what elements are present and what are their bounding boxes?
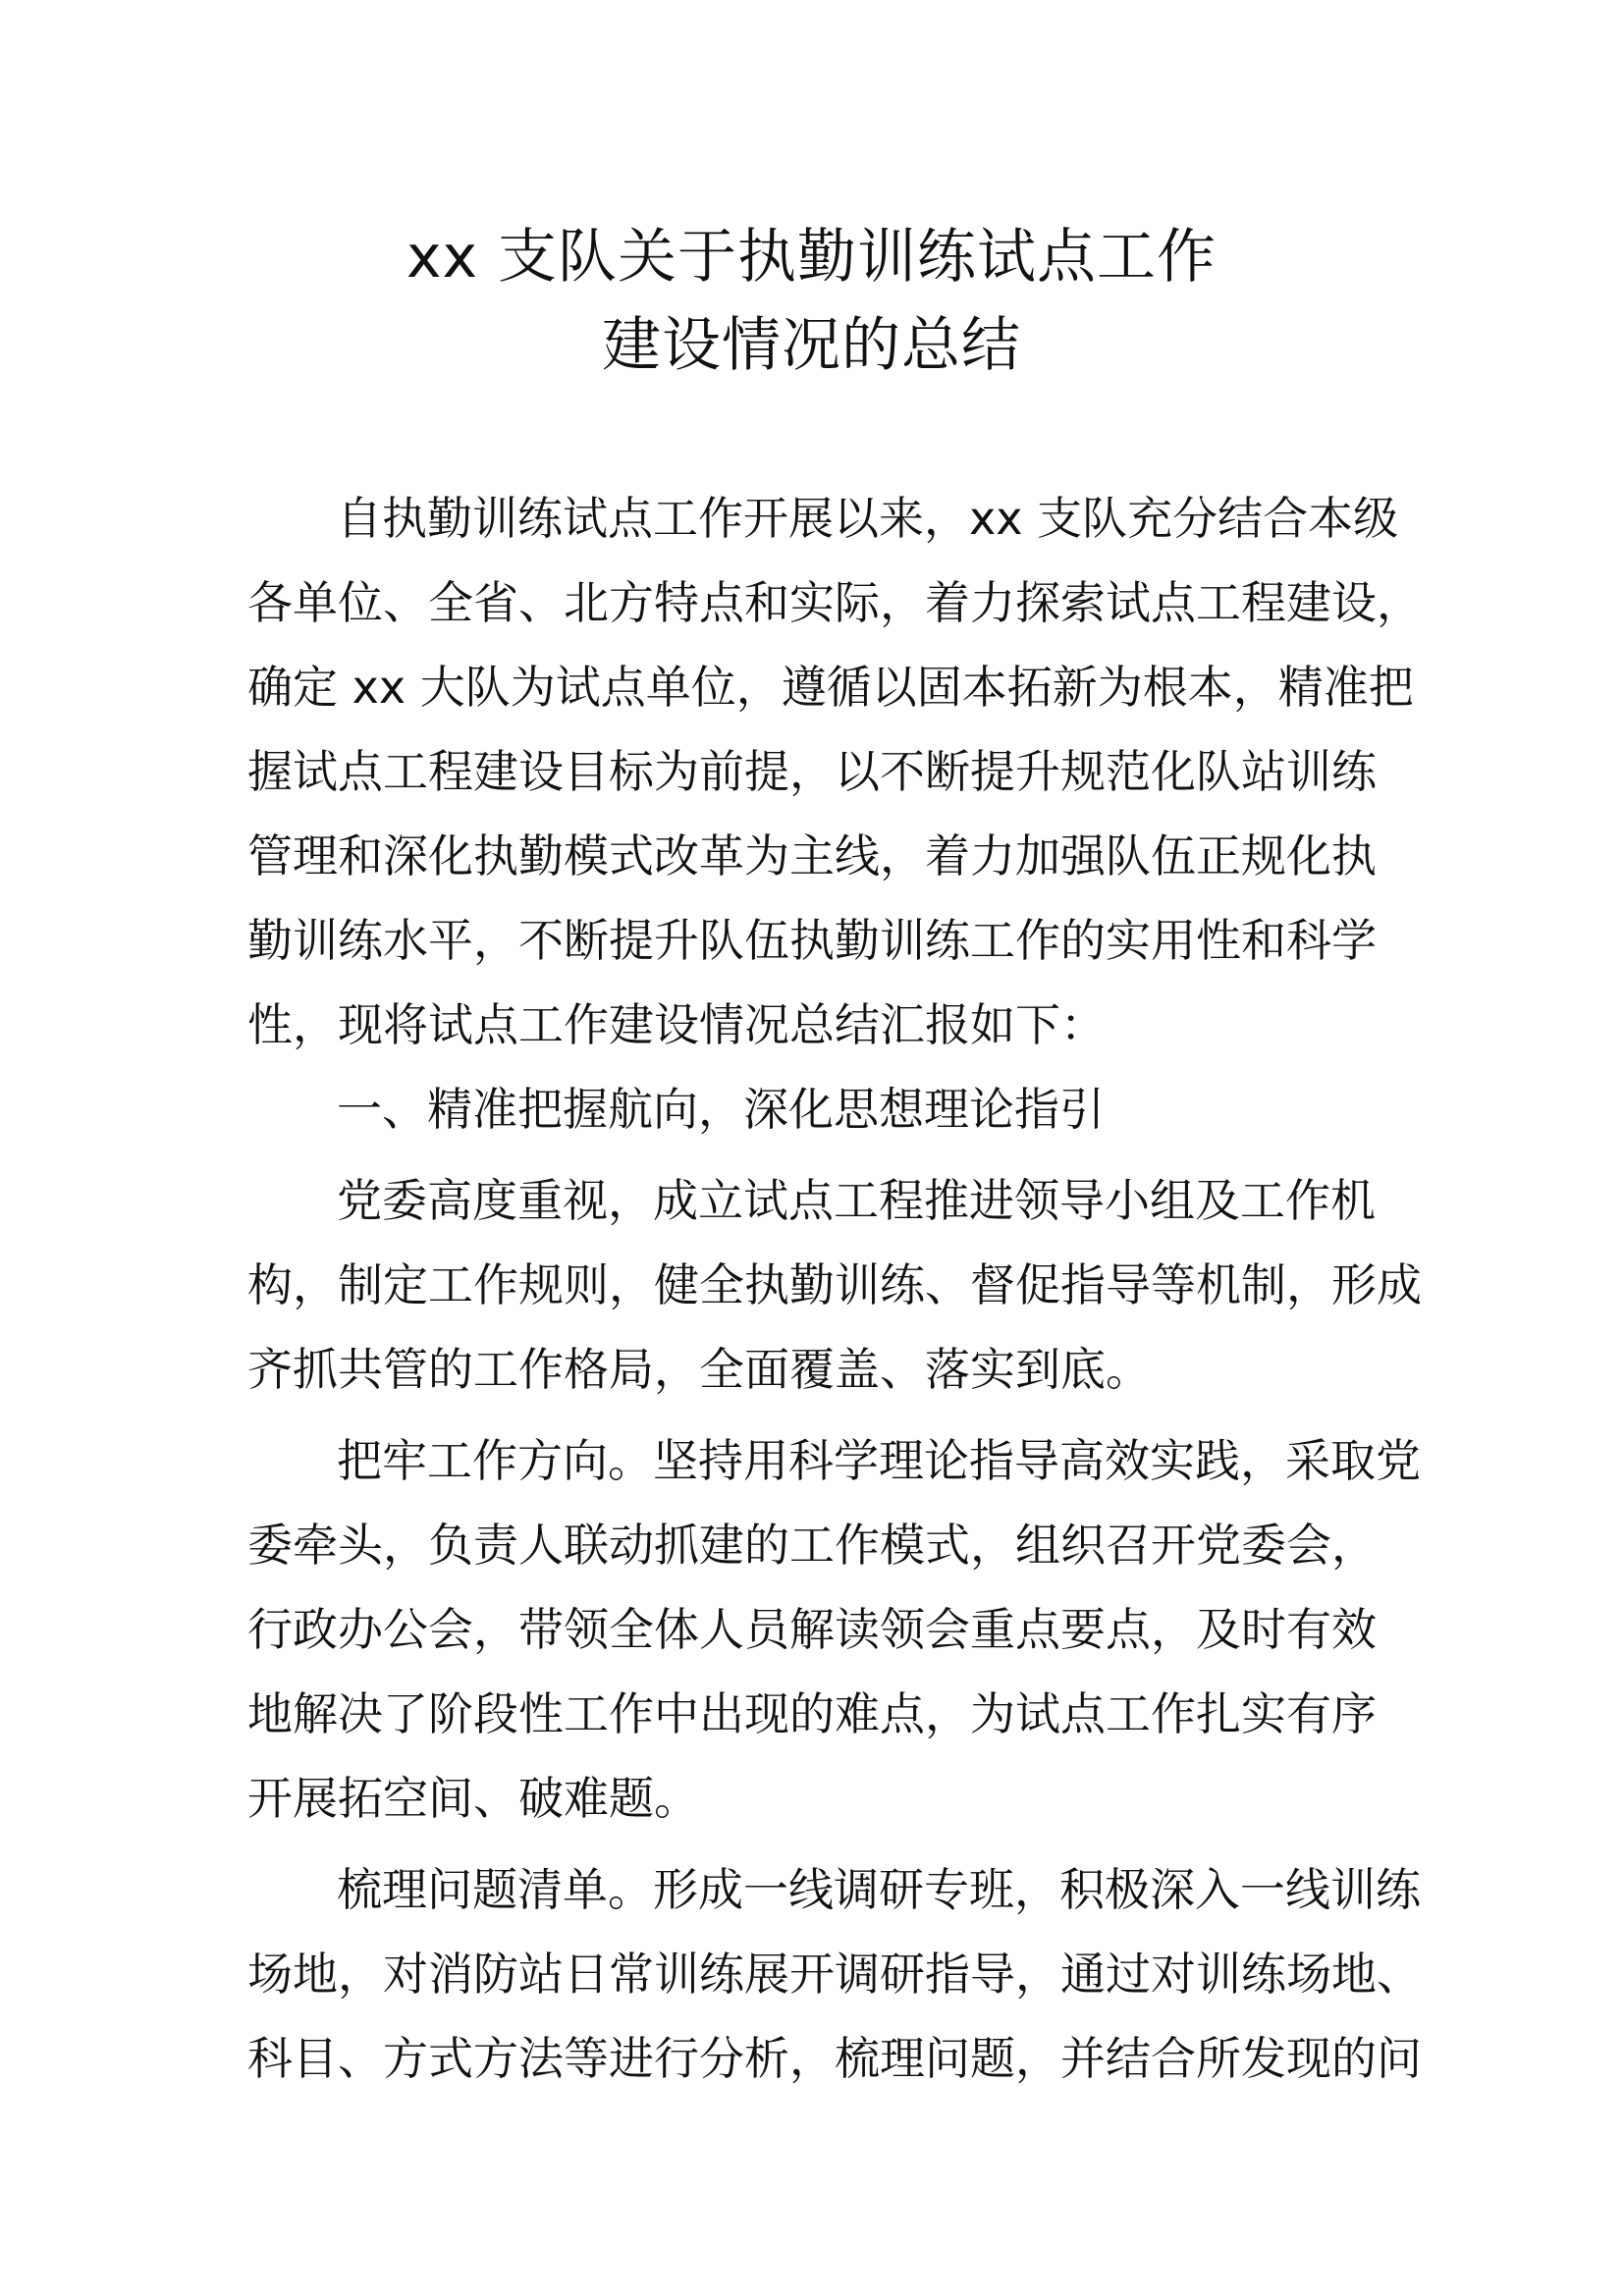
body-line: 构，制定工作规则，健全执勤训练、督促指导等机制，形成 [247, 1258, 1422, 1311]
body-line: 各单位、全省、北方特点和实际，着力探索试点工程建设， [247, 576, 1422, 629]
body-line: 地解决了阶段性工作中出现的难点，为试点工作扎实有序 [247, 1687, 1377, 1740]
body-line: 齐抓共管的工作格局，全面覆盖、落实到底。 [247, 1343, 1151, 1396]
body-line: 梳理问题清单。形成一线调研专班，积极深入一线训练 [337, 1863, 1421, 1916]
body-line: 性，现将试点工作建设情况总结汇报如下： [247, 998, 1106, 1051]
body-line: 党委高度重视，成立试点工程推进领导小组及工作机 [337, 1174, 1376, 1227]
body-line: 自执勤训练试点工作开展以来，xx 支队充分结合本级 [337, 492, 1399, 545]
document-title-line-2: 建设情况的总结 [602, 311, 1021, 380]
body-line: 勤训练水平，不断提升队伍执勤训练工作的实用性和科学 [247, 914, 1377, 967]
document-title-line-1: xx 支队关于执勤训练试点工作 [406, 223, 1217, 292]
body-line: 确定 xx 大队为试点单位，遵循以固本拓新为根本，精准把 [247, 661, 1414, 714]
body-line: 握试点工程建设目标为前提，以不断提升规范化队站训练 [247, 745, 1377, 798]
body-line: 把牢工作方向。坚持用科学理论指导高效实践，采取党 [337, 1434, 1421, 1487]
body-line: 场地，对消防站日常训练展开调研指导，通过对训练场地、 [247, 1948, 1422, 2001]
body-line: 科目、方式方法等进行分析，梳理问题，并结合所发现的问 [247, 2032, 1422, 2085]
body-line: 委牵头，负责人联动抓建的工作模式，组织召开党委会， [247, 1519, 1377, 1572]
section-heading: 一、精准把握航向，深化思想理论指引 [337, 1083, 1105, 1136]
body-line: 行政办公会，带领全体人员解读领会重点要点，及时有效 [247, 1603, 1377, 1656]
body-line: 开展拓空间、破难题。 [247, 1772, 699, 1825]
body-line: 管理和深化执勤模式改革为主线，着力加强队伍正规化执 [247, 829, 1377, 882]
